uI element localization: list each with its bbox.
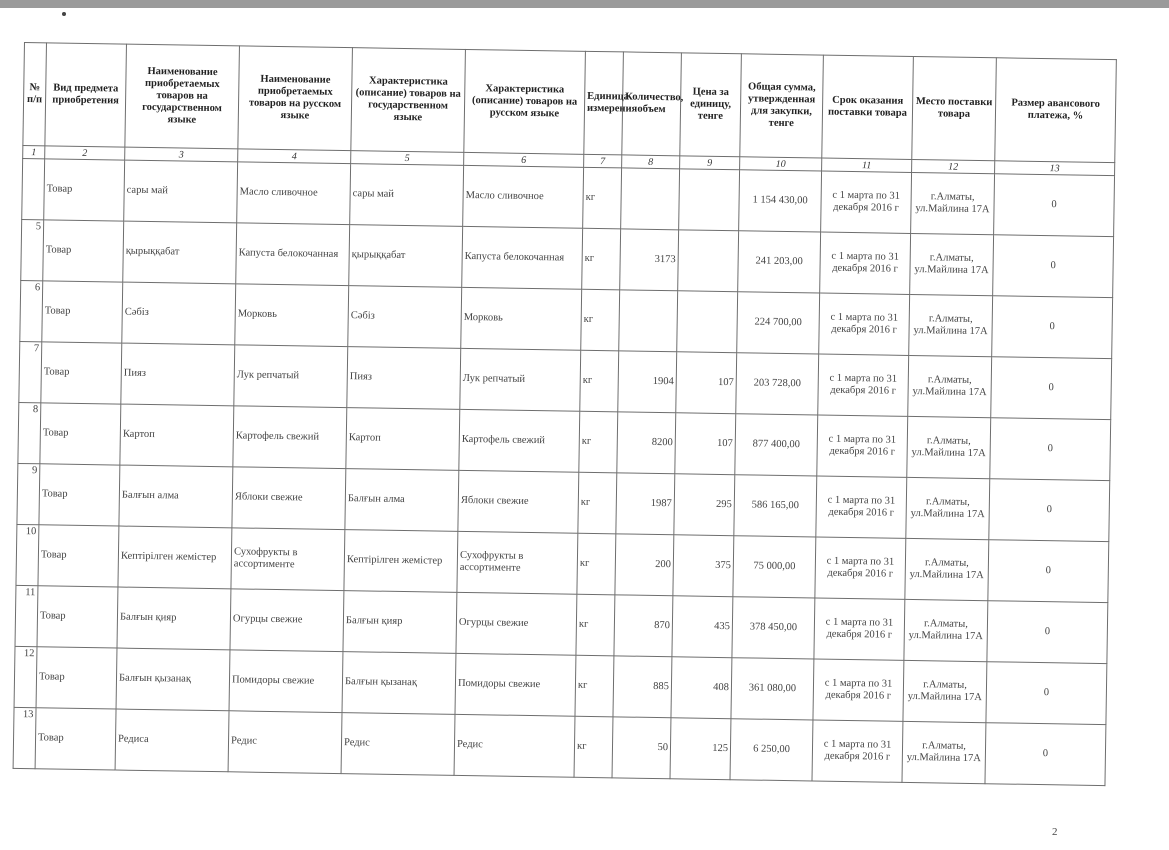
header-col12: Место поставки товара [912, 56, 997, 160]
item-type: Товар [43, 220, 124, 282]
item-description-kz: Балғын қияр [343, 591, 457, 654]
total-amount: 1 154 430,00 [739, 170, 822, 232]
scan-top-edge [0, 0, 1169, 8]
unit-of-measure: кг [580, 350, 619, 412]
item-description-ru: Помидоры свежие [455, 653, 576, 716]
unit-price: 107 [676, 352, 737, 414]
delivery-term: с 1 марта по 31 декабря 2016 г [817, 415, 908, 477]
unit-of-measure: кг [583, 167, 622, 229]
column-number: 1 [23, 145, 45, 158]
header-col10: Общая сумма, утвержденная для закупки, тенге [740, 54, 824, 158]
total-amount: 224 700,00 [737, 292, 820, 354]
unit-price: 375 [673, 535, 734, 597]
item-name-ru: Редис [228, 711, 342, 774]
unit-of-measure: кг [575, 655, 614, 717]
delivery-place: г.Алматы, ул.Майлина 17А [908, 355, 992, 417]
item-name-ru: Лук репчатый [234, 345, 348, 408]
item-name-ru: Сухофрукты в ассортименте [231, 528, 345, 591]
delivery-place: г.Алматы, ул.Майлина 17А [904, 599, 988, 661]
row-number [22, 158, 45, 219]
header-col7: Единица измерения [584, 51, 624, 155]
item-name-ru: Капуста белокочанная [236, 223, 350, 286]
item-description-ru: Капуста белокочанная [462, 226, 583, 289]
item-name-ru: Масло сливочное [237, 162, 351, 225]
unit-price: 408 [671, 657, 732, 719]
item-description-kz: сары май [350, 164, 464, 227]
advance-payment: 0 [989, 479, 1110, 542]
column-number: 2 [45, 146, 125, 160]
row-number: 11 [15, 585, 38, 646]
delivery-place: г.Алматы, ул.Майлина 17А [905, 538, 989, 600]
item-description-ru: Яблоки свежие [458, 470, 579, 533]
unit-of-measure: кг [579, 411, 618, 473]
header-col6: Характеристика (описание) товаров на русском языке [464, 49, 586, 154]
item-type: Товар [39, 464, 120, 526]
item-type: Товар [41, 342, 122, 404]
item-type: Товар [42, 281, 123, 343]
total-amount: 75 000,00 [733, 536, 816, 598]
page-number: 2 [1052, 826, 1058, 838]
delivery-term: с 1 марта по 31 декабря 2016 г [813, 659, 904, 721]
procurement-table [13, 42, 1117, 786]
quantity [619, 290, 678, 352]
item-name-ru: Яблоки свежие [232, 467, 346, 530]
delivery-place: г.Алматы, ул.Майлина 17А [903, 660, 987, 722]
unit-price: 107 [675, 413, 736, 475]
unit-price: 295 [674, 474, 735, 536]
delivery-term: с 1 марта по 31 декабря 2016 г [819, 293, 910, 355]
advance-payment: 0 [994, 174, 1115, 237]
header-col4: Наименование приобретаемых товаров на русском языке [238, 46, 353, 151]
item-description-kz: қырыққабат [349, 225, 463, 288]
header-col8: Количество, объем [622, 52, 682, 156]
item-name-ru: Картофель свежий [233, 406, 347, 469]
table-body [13, 158, 1114, 785]
header-col9: Цена за единицу, тенге [680, 53, 742, 157]
item-name-kz: Картоп [120, 404, 234, 467]
total-amount: 241 203,00 [738, 231, 821, 293]
advance-payment: 0 [988, 540, 1109, 603]
quantity: 870 [614, 595, 673, 657]
delivery-term: с 1 марта по 31 декабря 2016 г [816, 476, 907, 538]
unit-price: 435 [672, 596, 733, 658]
total-amount: 378 450,00 [732, 597, 815, 659]
column-number: 11 [822, 158, 912, 172]
total-amount: 361 080,00 [731, 658, 814, 720]
header-col1: № п/п [23, 43, 47, 146]
item-type: Товар [44, 159, 125, 221]
item-name-kz: Редиса [115, 709, 229, 772]
delivery-place: г.Алматы, ул.Майлина 17А [909, 294, 993, 356]
item-name-kz: Сәбіз [122, 282, 236, 345]
row-number: 13 [13, 707, 36, 768]
total-amount: 877 400,00 [735, 414, 818, 476]
column-number: 7 [584, 154, 622, 168]
scan-speck [62, 12, 66, 16]
advance-payment: 0 [987, 601, 1108, 664]
quantity: 200 [615, 534, 674, 596]
column-number: 8 [622, 155, 680, 169]
item-type: Товар [35, 708, 116, 770]
delivery-place: г.Алматы, ул.Майлина 17А [911, 172, 995, 234]
column-number: 3 [125, 147, 238, 162]
row-number: 5 [21, 219, 44, 280]
procurement-sheet [12, 42, 1116, 835]
item-description-ru: Масло сливочное [463, 165, 584, 228]
delivery-place: г.Алматы, ул.Майлина 17А [910, 233, 994, 295]
advance-payment: 0 [985, 723, 1106, 786]
delivery-term: с 1 марта по 31 декабря 2016 г [821, 171, 912, 233]
unit-of-measure: кг [582, 228, 621, 290]
item-description-kz: Кептірілген жемістер [344, 530, 458, 593]
delivery-place: г.Алматы, ул.Майлина 17А [907, 416, 991, 478]
advance-payment: 0 [993, 235, 1114, 298]
quantity [621, 168, 680, 230]
item-name-kz: қырыққабат [123, 221, 237, 284]
unit-of-measure: кг [574, 716, 613, 778]
unit-of-measure: кг [576, 594, 615, 656]
delivery-term: с 1 марта по 31 декабря 2016 г [818, 354, 909, 416]
item-name-ru: Помидоры свежие [229, 650, 343, 713]
item-description-kz: Сәбіз [348, 286, 462, 349]
advance-payment: 0 [991, 357, 1112, 420]
item-name-kz: Пияз [121, 343, 235, 406]
item-description-ru: Сухофрукты в ассортименте [457, 531, 578, 594]
row-number: 7 [19, 341, 42, 402]
row-number: 6 [20, 280, 43, 341]
quantity: 50 [612, 717, 671, 779]
header-col11: Срок оказания поставки товара [822, 55, 914, 159]
item-type: Товар [38, 525, 119, 587]
item-type: Товар [37, 586, 118, 648]
row-number: 12 [14, 646, 37, 707]
delivery-term: с 1 марта по 31 декабря 2016 г [815, 537, 906, 599]
item-description-ru: Огурцы свежие [456, 592, 577, 655]
unit-of-measure: кг [578, 472, 617, 534]
total-amount: 6 250,00 [730, 719, 813, 781]
unit-price [679, 169, 740, 231]
item-type: Товар [40, 403, 121, 465]
delivery-term: с 1 марта по 31 декабря 2016 г [812, 720, 903, 782]
header-row [23, 43, 1116, 163]
total-amount: 203 728,00 [736, 353, 819, 415]
quantity: 1987 [616, 473, 675, 535]
item-description-ru: Лук репчатый [460, 348, 581, 411]
quantity: 3173 [620, 229, 679, 291]
item-description-kz: Редис [341, 713, 455, 776]
column-number: 4 [238, 149, 351, 164]
quantity: 1904 [618, 351, 677, 413]
item-name-kz: сары май [124, 160, 238, 223]
item-name-kz: Балғын қияр [117, 587, 231, 650]
unit-price: 125 [670, 718, 731, 780]
column-number: 5 [351, 151, 464, 166]
row-number: 8 [18, 402, 41, 463]
item-name-ru: Огурцы свежие [230, 589, 344, 652]
item-name-kz: Балғын қызанақ [116, 648, 230, 711]
item-description-ru: Морковь [461, 287, 582, 350]
column-number: 13 [995, 161, 1115, 176]
header-col3: Наименование приобретаемых товаров на государственном языке [125, 44, 240, 149]
item-type: Товар [36, 647, 117, 709]
advance-payment: 0 [990, 418, 1111, 481]
item-description-kz: Пияз [347, 347, 461, 410]
unit-of-measure: кг [577, 533, 616, 595]
item-name-kz: Балғын алма [119, 465, 233, 528]
column-number: 6 [464, 152, 584, 167]
delivery-place: г.Алматы, ул.Майлина 17А [906, 477, 990, 539]
delivery-place: г.Алматы, ул.Майлина 17А [902, 721, 986, 783]
header-col13: Размер авансового платежа, % [995, 58, 1117, 163]
delivery-term: с 1 марта по 31 декабря 2016 г [820, 232, 911, 294]
item-description-ru: Картофель свежий [459, 409, 580, 472]
advance-payment: 0 [992, 296, 1113, 359]
advance-payment: 0 [986, 662, 1107, 725]
item-description-kz: Картоп [346, 408, 460, 471]
unit-price [677, 291, 738, 353]
item-name-ru: Морковь [235, 284, 349, 347]
column-number: 10 [740, 157, 822, 171]
header-col2: Вид предмета приобретения [45, 43, 127, 147]
quantity: 8200 [617, 412, 676, 474]
quantity: 885 [613, 656, 672, 718]
total-amount: 586 165,00 [734, 475, 817, 537]
item-description-kz: Балғын алма [345, 469, 459, 532]
row-number: 10 [16, 524, 39, 585]
column-number: 9 [680, 156, 740, 170]
header-col5: Характеристика (описание) товаров на государственном языке [351, 48, 466, 153]
unit-of-measure: кг [581, 289, 620, 351]
column-number: 12 [912, 159, 995, 173]
item-description-ru: Редис [454, 714, 575, 777]
delivery-term: с 1 марта по 31 декабря 2016 г [814, 598, 905, 660]
item-name-kz: Кептірілген жемістер [118, 526, 232, 589]
row-number: 9 [17, 463, 40, 524]
unit-price [678, 230, 739, 292]
item-description-kz: Балғын қызанақ [342, 652, 456, 715]
